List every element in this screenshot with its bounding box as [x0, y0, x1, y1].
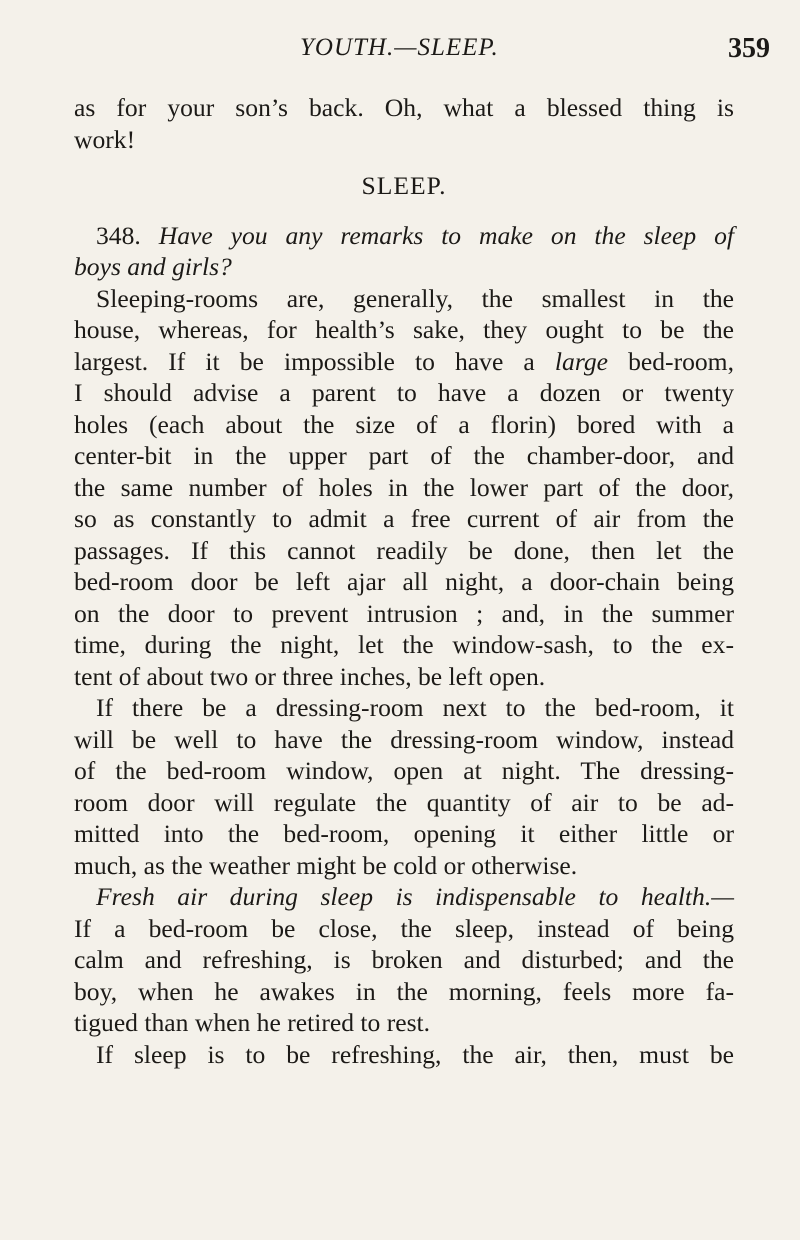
text-line: of the bed-room window, open at night. The dressing-	[74, 756, 734, 785]
text-line: holes (each about the size of a florin) bored with a	[74, 409, 734, 439]
italic-word: large	[554, 346, 608, 376]
question-text: boys and girls?	[74, 252, 232, 281]
text-line: If sleep is to be refreshing, the air, then, must be	[96, 1039, 734, 1069]
text-line: Sleeping-rooms are, generally, the smallest in the	[96, 283, 734, 313]
text-line: bed-room door be left ajar all night, a door-chain being	[74, 567, 734, 596]
text-line: boy, when he awakes in the morning, feels more fa-	[74, 976, 734, 1006]
text-line: calm and refreshing, is broken and disturbed; and the	[74, 945, 734, 974]
body-text	[74, 92, 734, 1070]
question-line	[74, 220, 734, 252]
text-line: on the door to prevent intrusion ; and, in the summer	[74, 598, 734, 628]
text-line: mitted into the bed-room, opening it either little or	[74, 819, 734, 848]
page-number: 359	[728, 33, 770, 64]
text-line: time, during the night, let the window-sash, to the ex-	[74, 630, 734, 659]
text-line: the same number of holes in the lower part of the door,	[74, 472, 734, 502]
text-line	[74, 346, 734, 378]
text-line: work!	[74, 124, 136, 154]
text-line: I should advise a parent to have a dozen or twenty	[74, 378, 734, 407]
running-head: YOUTH.—SLEEP.	[300, 34, 499, 61]
question-number: 348.	[96, 220, 141, 250]
text-line: tent of about two or three inches, be left open.	[74, 661, 546, 691]
question-text: Have you any remarks to make on the sleep of	[158, 220, 735, 250]
text-line: as for your son’s back. Oh, what a blessed thing is	[74, 93, 734, 122]
text-line: passages. If this cannot readily be done, then let the	[74, 535, 734, 565]
text-line: If a bed-room be close, the sleep, instead of being	[74, 913, 734, 943]
text-line: will be well to have the dressing-room window, instead	[74, 724, 734, 754]
text-line: room door will regulate the quantity of air to be ad-	[74, 787, 734, 817]
italic-sentence: Fresh air during sleep is indispensable to health.—	[96, 882, 734, 911]
text-line: center-bit in the upper part of the chamber-door, and	[74, 441, 734, 470]
text-line	[74, 881, 734, 913]
text-fragment: bed-room,	[628, 346, 734, 376]
question-line	[74, 251, 734, 283]
text-line: much, as the weather might be cold or otherwise.	[74, 850, 578, 880]
text-fragment: largest. If it be impossible to have a	[74, 346, 535, 376]
text-line: tigued than when he retired to rest.	[74, 1008, 431, 1037]
page-header	[0, 28, 800, 68]
text-line: so as constantly to admit a free current of air from the	[74, 504, 734, 533]
text-line: If there be a dressing-room next to the bed-room, it	[96, 693, 734, 722]
text-line: house, whereas, for health’s sake, they ought to be the	[74, 315, 734, 344]
section-title: SLEEP.	[361, 171, 447, 200]
